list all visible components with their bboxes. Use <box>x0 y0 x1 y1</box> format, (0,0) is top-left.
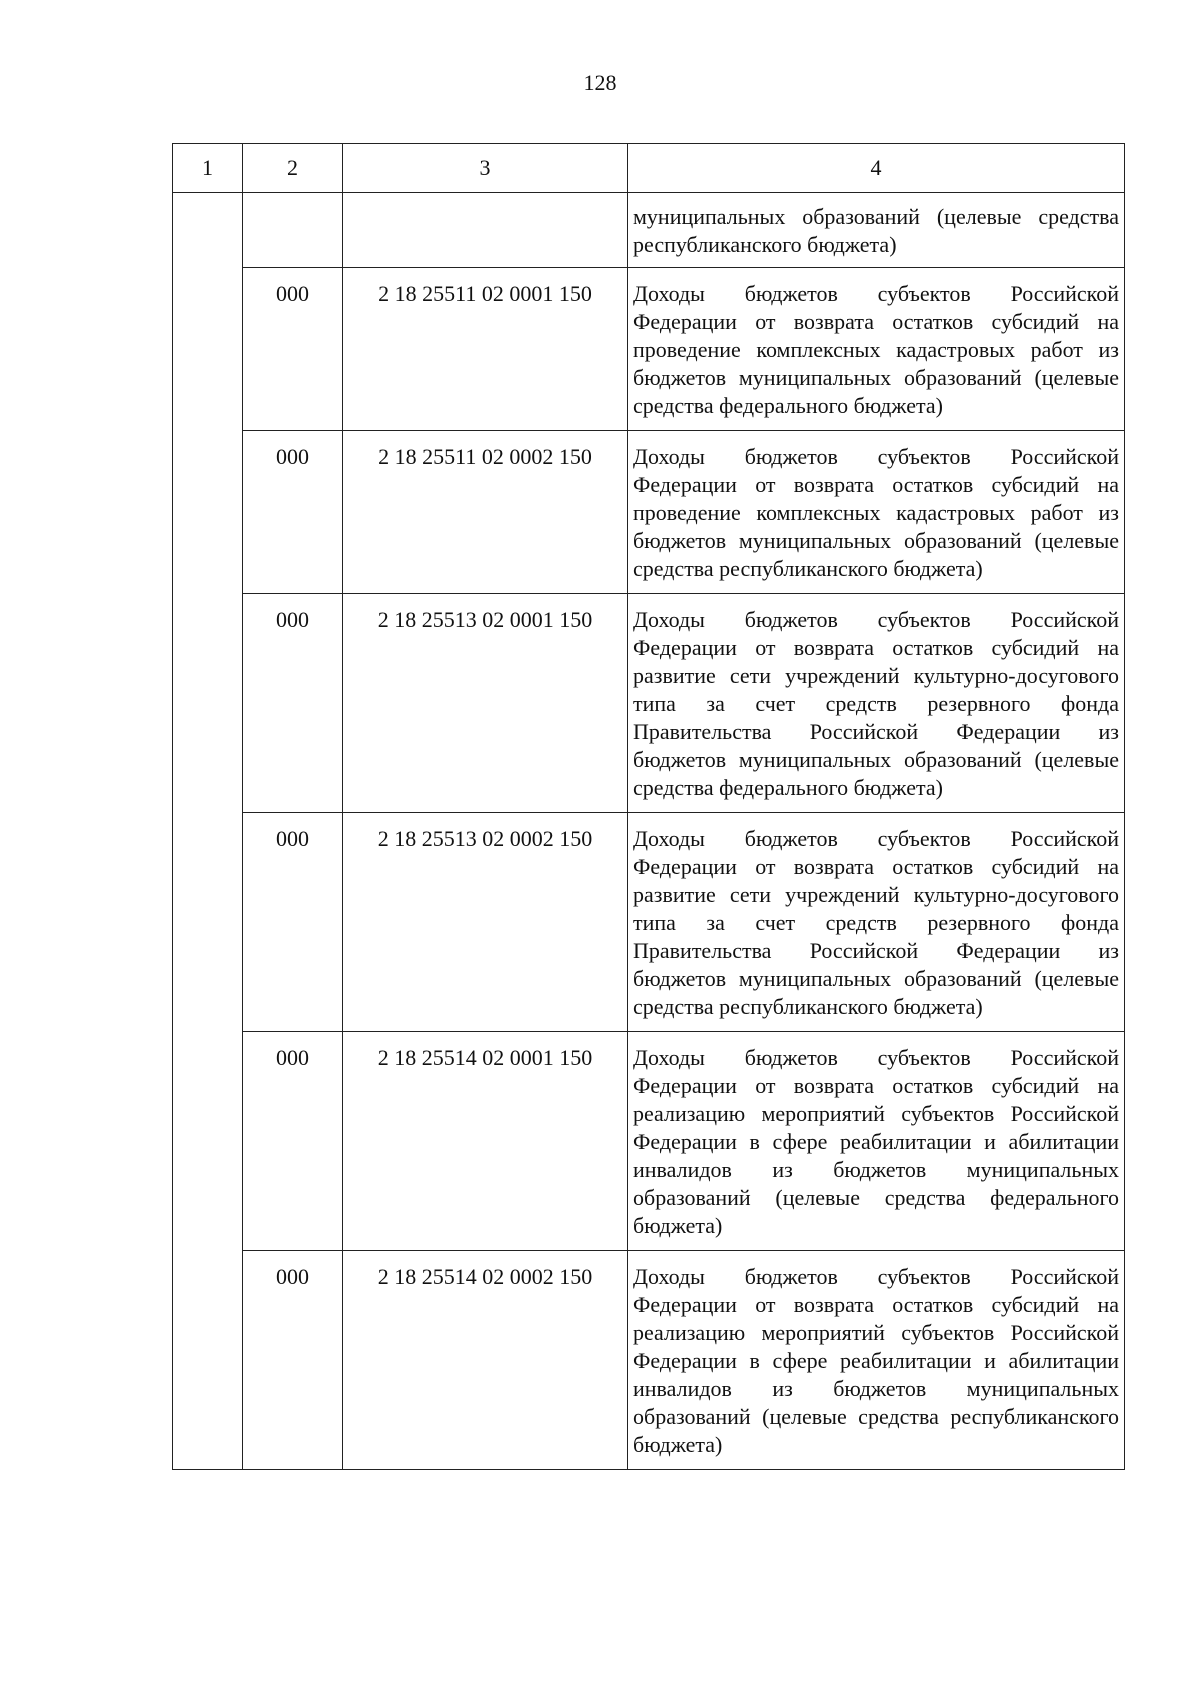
table-row <box>173 1251 1125 1470</box>
cell-revenue-code <box>343 193 628 268</box>
cell-revenue-code: 2 18 25511 02 0002 150 <box>343 431 628 594</box>
cell-revenue-code: 2 18 25513 02 0002 150 <box>343 813 628 1032</box>
cell-description: Доходы бюджетов субъектов Российской Федерации от возврата остатков субсидий на развитие сети учреждений культурно-досугового типа за счет средств резервного фонда Правительства Российской Федерации из бюджетов муниципальных образований (целевые средства республиканского бюджета) <box>628 813 1125 1032</box>
cell-admin-code: 000 <box>243 268 343 431</box>
budget-codes-table <box>172 143 1125 1470</box>
cell-description: муниципальных образований (целевые средства республиканского бюджета) <box>628 193 1125 268</box>
header-col-2: 2 <box>243 144 343 193</box>
header-col-1: 1 <box>173 144 243 193</box>
cell-revenue-code: 2 18 25513 02 0001 150 <box>343 594 628 813</box>
table-row <box>173 193 1125 268</box>
cell-description: Доходы бюджетов субъектов Российской Федерации от возврата остатков субсидий на реализацию мероприятий субъектов Российской Федерации в сфере реабилитации и абилитации инвалидов из бюджетов муниципальных образований (целевые средства федерального бюджета) <box>628 1032 1125 1251</box>
cell-revenue-code: 2 18 25514 02 0001 150 <box>343 1032 628 1251</box>
cell-admin-code <box>243 193 343 268</box>
cell-description: Доходы бюджетов субъектов Российской Федерации от возврата остатков субсидий на проведение комплексных кадастровых работ из бюджетов муниципальных образований (целевые средства республиканского бюджета) <box>628 431 1125 594</box>
cell-revenue-code: 2 18 25511 02 0001 150 <box>343 268 628 431</box>
cell-admin-code: 000 <box>243 594 343 813</box>
cell-admin-code: 000 <box>243 813 343 1032</box>
table-row <box>173 431 1125 594</box>
cell-admin-code: 000 <box>243 1032 343 1251</box>
table-row <box>173 268 1125 431</box>
header-col-4: 4 <box>628 144 1125 193</box>
table-row <box>173 813 1125 1032</box>
page-number: 128 <box>583 70 617 95</box>
cell-revenue-code: 2 18 25514 02 0002 150 <box>343 1251 628 1470</box>
cell-admin-code: 000 <box>243 1251 343 1470</box>
cell-description: Доходы бюджетов субъектов Российской Федерации от возврата остатков субсидий на реализацию мероприятий субъектов Российской Федерации в сфере реабилитации и абилитации инвалидов из бюджетов муниципальных образований (целевые средства республиканского бюджета) <box>628 1251 1125 1470</box>
header-col-3: 3 <box>343 144 628 193</box>
cell-admin-code: 000 <box>243 431 343 594</box>
cell-description: Доходы бюджетов субъектов Российской Федерации от возврата остатков субсидий на проведение комплексных кадастровых работ из бюджетов муниципальных образований (целевые средства федерального бюджета) <box>628 268 1125 431</box>
cell-description: Доходы бюджетов субъектов Российской Федерации от возврата остатков субсидий на развитие сети учреждений культурно-досугового типа за счет средств резервного фонда Правительства Российской Федерации из бюджетов муниципальных образований (целевые средства федерального бюджета) <box>628 594 1125 813</box>
table-row <box>173 594 1125 813</box>
table-row <box>173 1032 1125 1251</box>
merged-col-1-cell <box>173 193 243 1470</box>
table-header-row <box>173 144 1125 193</box>
